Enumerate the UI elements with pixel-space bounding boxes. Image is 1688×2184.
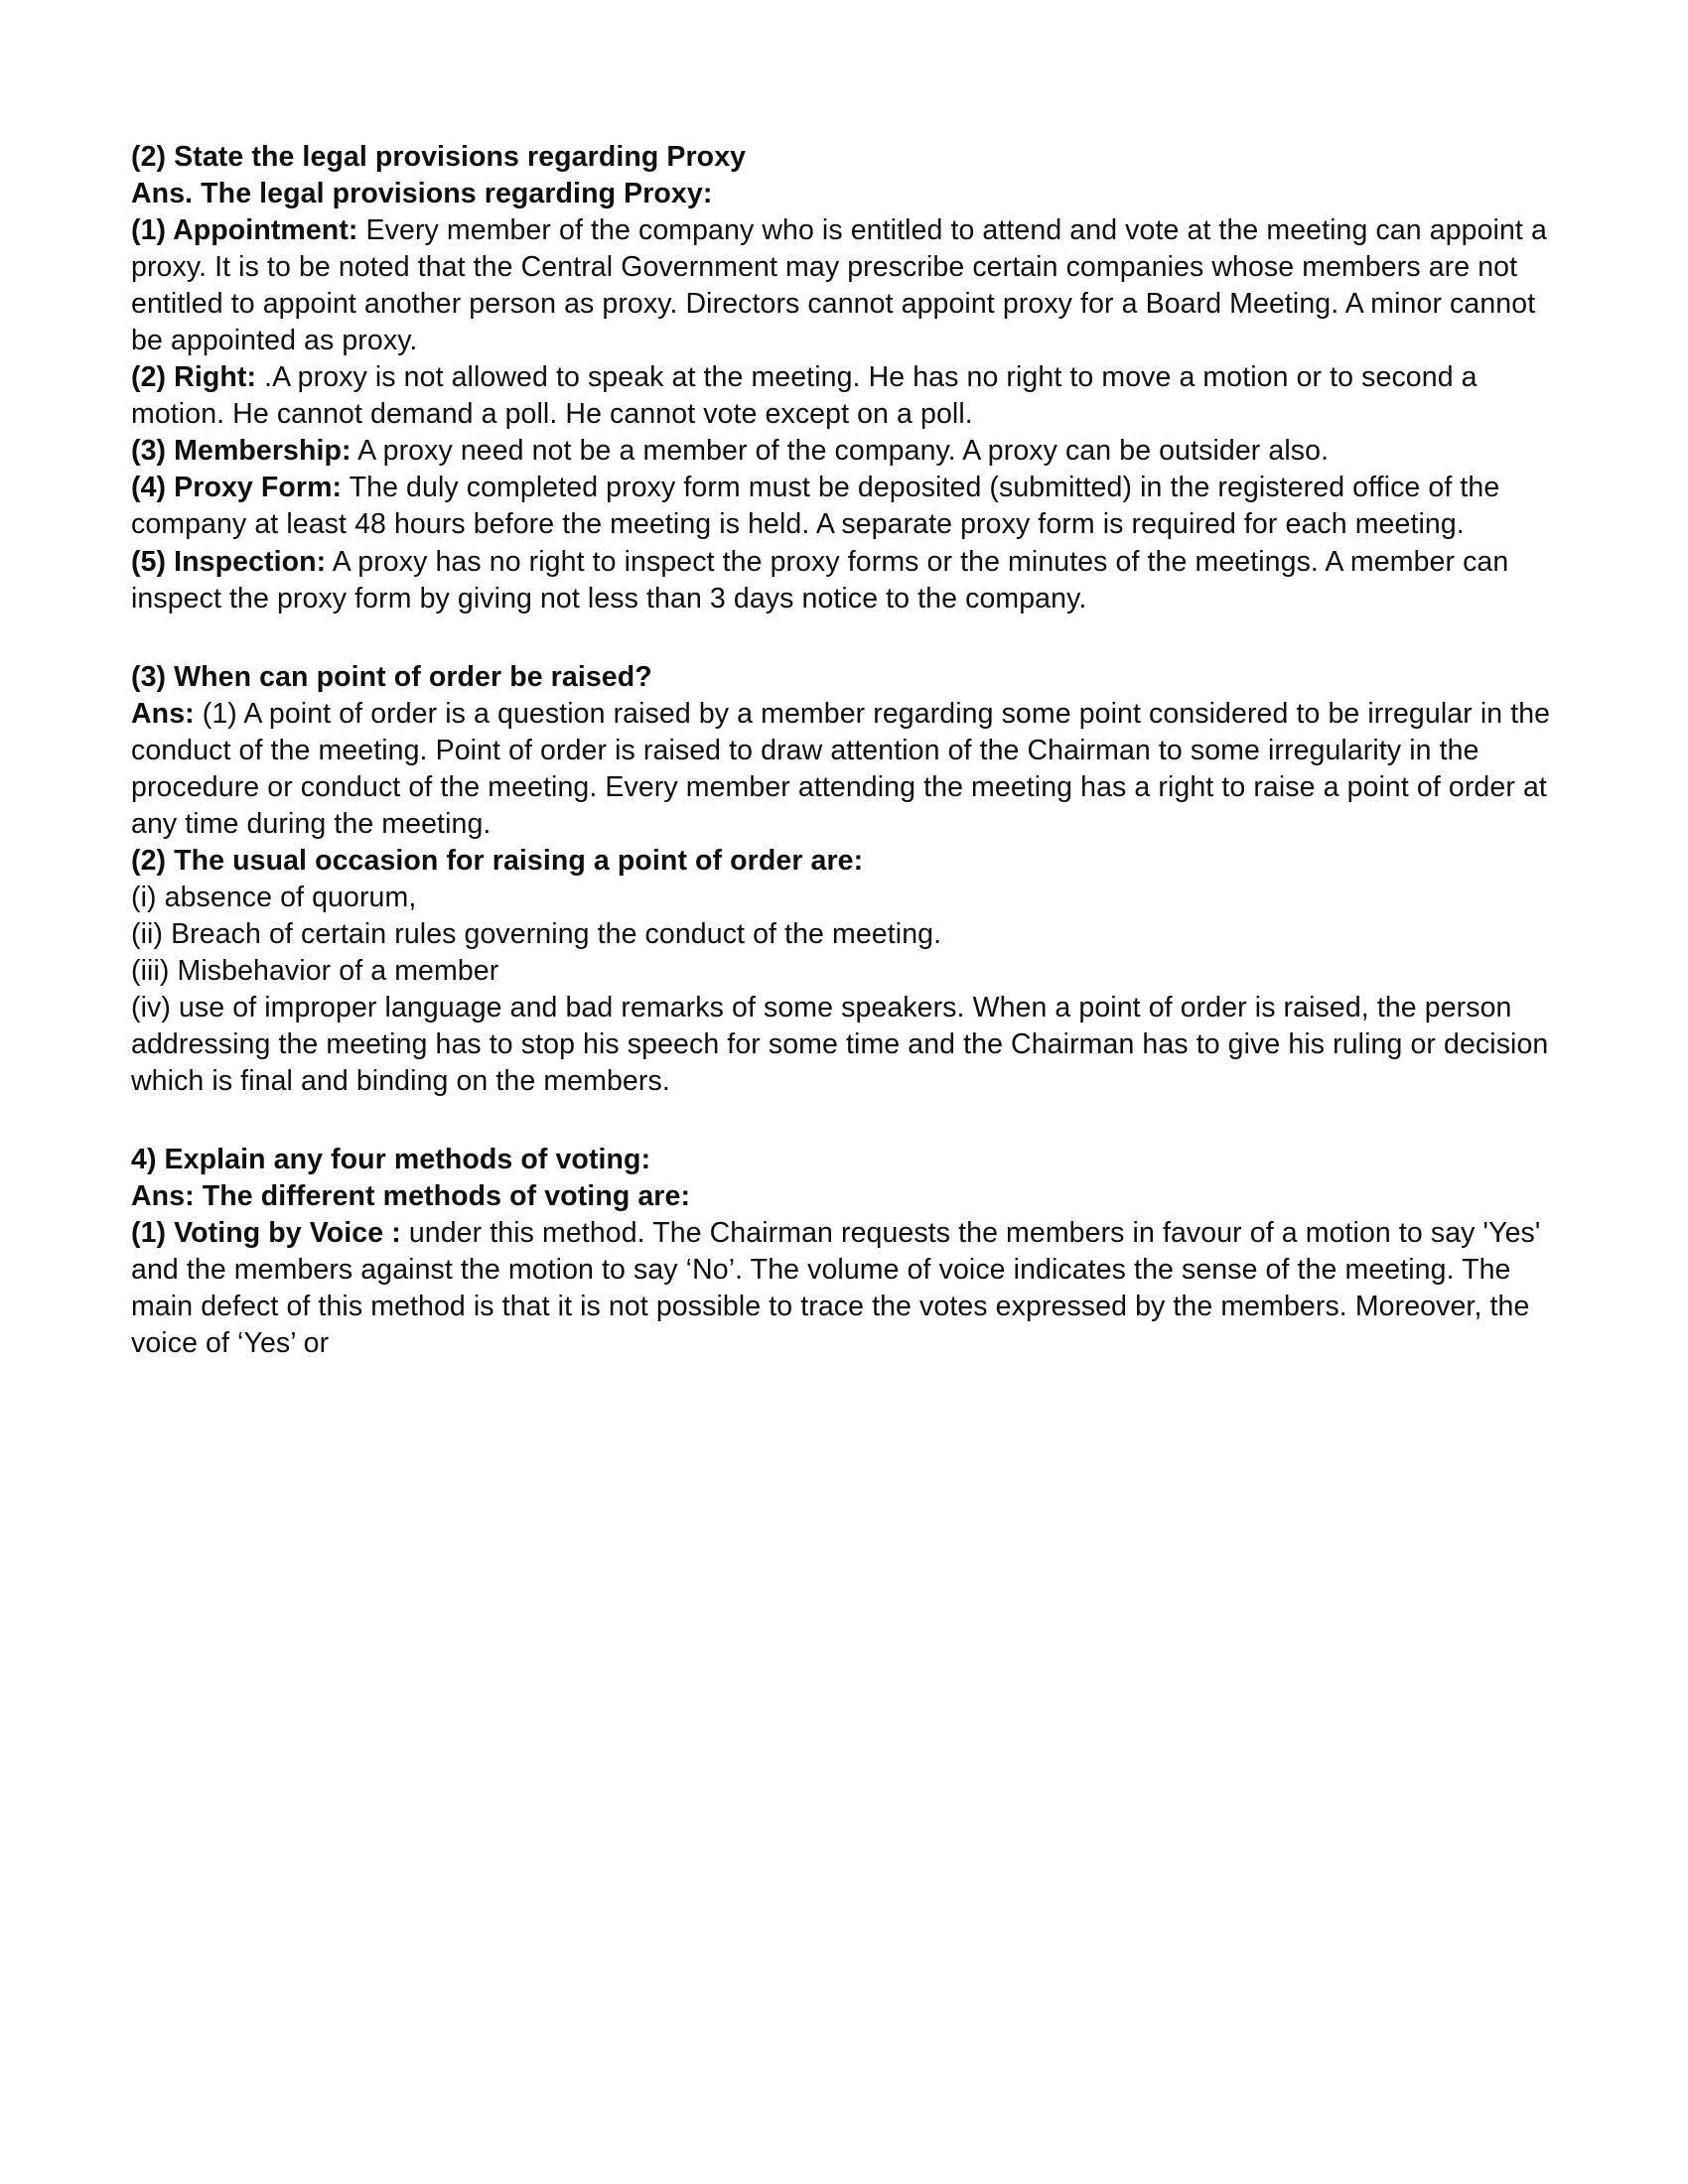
section-spacer <box>131 1100 1557 1142</box>
section-heading: Ans: The different methods of voting are: <box>131 1180 691 1213</box>
labeled-paragraph <box>131 696 1557 843</box>
labeled-paragraph <box>131 544 1557 617</box>
paragraph: (i) absence of quorum, <box>131 881 417 913</box>
document-body <box>131 139 1557 1362</box>
paragraph: (iii) Misbehavior of a member <box>131 954 499 987</box>
paragraph-label: (4) Proxy Form: <box>131 472 343 504</box>
document-section <box>131 1142 1557 1362</box>
paragraph: (ii) Breach of certain rules governing the conduct of the meeting. <box>131 917 942 950</box>
paragraph: (iv) use of improper language and bad remarks of some speakers. When a point of order is raised, the person addressing the meeting has to stop his speech for some time and the Chairman has to give his ruling or decision which is final and binding on the members. <box>131 992 1549 1098</box>
paragraph-text: A proxy need not be a member of the company. A proxy can be outsider also. <box>351 435 1330 468</box>
paragraph-label: (2) Right: <box>131 361 257 394</box>
section-heading: (2) The usual occasion for raising a point of order are: <box>131 844 864 877</box>
paragraph-label: (1) Voting by Voice : <box>131 1217 401 1250</box>
paragraph-label: (1) Appointment: <box>131 214 358 247</box>
section-heading: Ans. The legal provisions regarding Proxy: <box>131 178 713 210</box>
section-heading: (2) State the legal provisions regarding Proxy <box>131 141 747 173</box>
section-spacer <box>131 617 1557 659</box>
paragraph-label: Ans: <box>131 697 195 730</box>
paragraph-label: (3) Membership: <box>131 435 352 468</box>
document-section <box>131 139 1557 617</box>
document-section <box>131 659 1557 1101</box>
paragraph-text: (1) A point of order is a question raised by a member regarding some point considered to be irregular in the conduct of the meeting. Point of order is raised to draw attention of the Chairman to some irregularity in the procedure or conduct of the meeting. Every member attending the meeting has a right to raise a point of order at any time during the meeting. <box>131 697 1551 840</box>
paragraph-text: Every member of the company who is entitled to attend and vote at the meeting can appoint a proxy. It is to be noted that the Central Government may prescribe certain companies whose members are not entitled to appoint another person as proxy. Directors cannot appoint proxy for a Board Meeting. A minor cannot be appointed as proxy. <box>131 214 1547 357</box>
paragraph-text: under this method. The Chairman requests the members in favour of a motion to say 'Yes' and the members against the motion to say ‘No’. The volume of voice indicates the sense of the meeting. The main defect of this method is that it is not possible to trace the votes expressed by the members. Moreover, the voice of ‘Yes’ or <box>131 1217 1541 1360</box>
labeled-paragraph <box>131 470 1557 543</box>
paragraph-text: The duly completed proxy form must be deposited (submitted) in the registered office of the company at least 48 hours before the meeting is held. A separate proxy form is required for each meeting. <box>131 472 1500 541</box>
section-heading: 4) Explain any four methods of voting: <box>131 1144 651 1176</box>
paragraph-text: A proxy has no right to inspect the proxy forms or the minutes of the meetings. A member can inspect the proxy form by giving not less than 3 days notice to the company. <box>131 545 1509 614</box>
labeled-paragraph <box>131 433 1557 470</box>
paragraph-text: .A proxy is not allowed to speak at the meeting. He has no right to move a motion or to second a motion. He cannot demand a poll. He cannot vote except on a poll. <box>131 361 1477 431</box>
section-heading: (3) When can point of order be raised? <box>131 660 652 693</box>
paragraph-label: (5) Inspection: <box>131 545 327 578</box>
labeled-paragraph <box>131 1215 1557 1362</box>
labeled-paragraph <box>131 212 1557 359</box>
labeled-paragraph <box>131 359 1557 433</box>
